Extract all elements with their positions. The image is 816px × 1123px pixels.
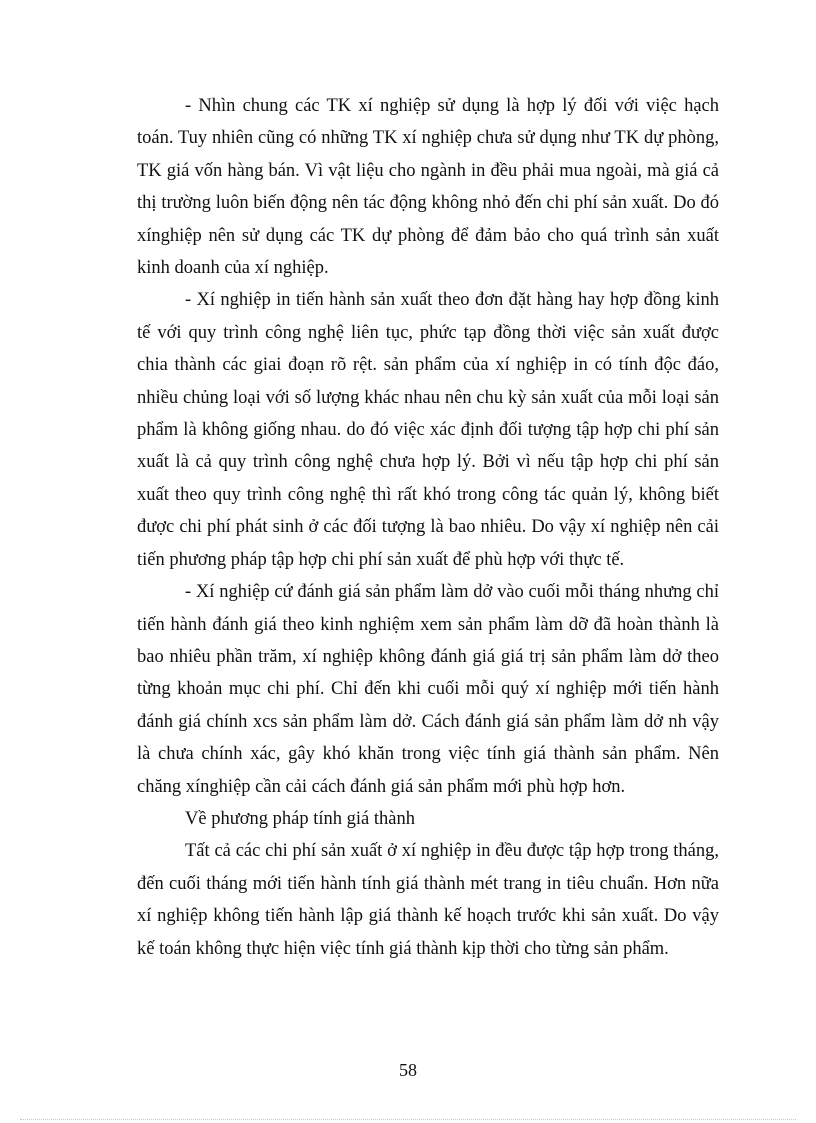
section-heading: Về phương pháp tính giá thành xyxy=(185,808,415,829)
paragraph-cost-aggregation: - Xí nghiệp in tiến hành sản xuất theo đơn đặt hàng hay hợp đồng kinh tế với quy trình công nghệ liên tục, phức tạp đồng thời việc sản xuất được chia thành các giai đoạn rõ rệt. sản phẩm của xí nghiệp in có tính độc đáo, nhiều chủng loại với số lượng khác nhau nên chu kỳ sản xuất của mỗi loại sản phẩm là không giống nhau. do đó việc xác định đối tượng tập hợp chi phí sản xuất là cả quy trình công nghệ chưa hợp lý. Bởi vì nếu tập hợp chi phí sản xuất theo quy trình công nghệ thì rất khó trong công tác quản lý, không biết được chi phí phát sinh ở các đối tượng là bao nhiêu. Do vậy xí nghiệp nên cải tiến phương pháp tập hợp chi phí sản xuất để phù hợp với thực tế. xyxy=(137,290,719,570)
page-number: 58 xyxy=(399,1060,417,1080)
page-body xyxy=(137,90,719,965)
page-bottom-divider xyxy=(20,1119,796,1120)
paragraph-accounts-usage: - Nhìn chung các TK xí nghiệp sử dụng là hợp lý đối với việc hạch toán. Tuy nhiên cũng có những TK xí nghiệp chưa sử dụng như TK dự phòng, TK giá vốn hàng bán. Vì vật liệu cho ngành in đều phải mua ngoài, mà giá cả thị trường luôn biến động nên tác động không nhỏ đến chi phí sản xuất. Do đó xínghiệp nên sử dụng các TK dự phòng để đảm bảo cho quá trình sản xuất kinh doanh của xí nghiệp. xyxy=(137,96,719,279)
paragraph-costing-method: Tất cả các chi phí sản xuất ở xí nghiệp in đều được tập hợp trong tháng, đến cuối tháng mới tiến hành tính giá thành mét trang in tiêu chuẩn. Hơn nữa xí nghiệp không tiến hành lập giá thành kế hoạch trước khi sản xuất. Do vậy kế toán không thực hiện việc tính giá thành kịp thời cho từng sản phẩm. xyxy=(137,841,719,959)
paragraph-wip-valuation: - Xí nghiệp cứ đánh giá sản phẩm làm dở vào cuối mỗi tháng nhưng chỉ tiến hành đánh giá theo kinh nghiệm xem sản phẩm làm dỡ đã hoàn thành là bao nhiêu phần trăm, xí nghiệp không đánh giá giá trị sản phẩm làm dở theo từng khoản mục chi phí. Chỉ đến khi cuối mỗi quý xí nghiệp mới tiến hành đánh giá chính xcs sản phẩm làm dở. Cách đánh giá sản phẩm làm dở nh vậy là chưa chính xác, gây khó khăn trong việc tính giá thành sản phẩm. Nên chăng xínghiệp cần cải cách đánh giá sản phẩm mới phù hợp hơn. xyxy=(137,582,719,797)
